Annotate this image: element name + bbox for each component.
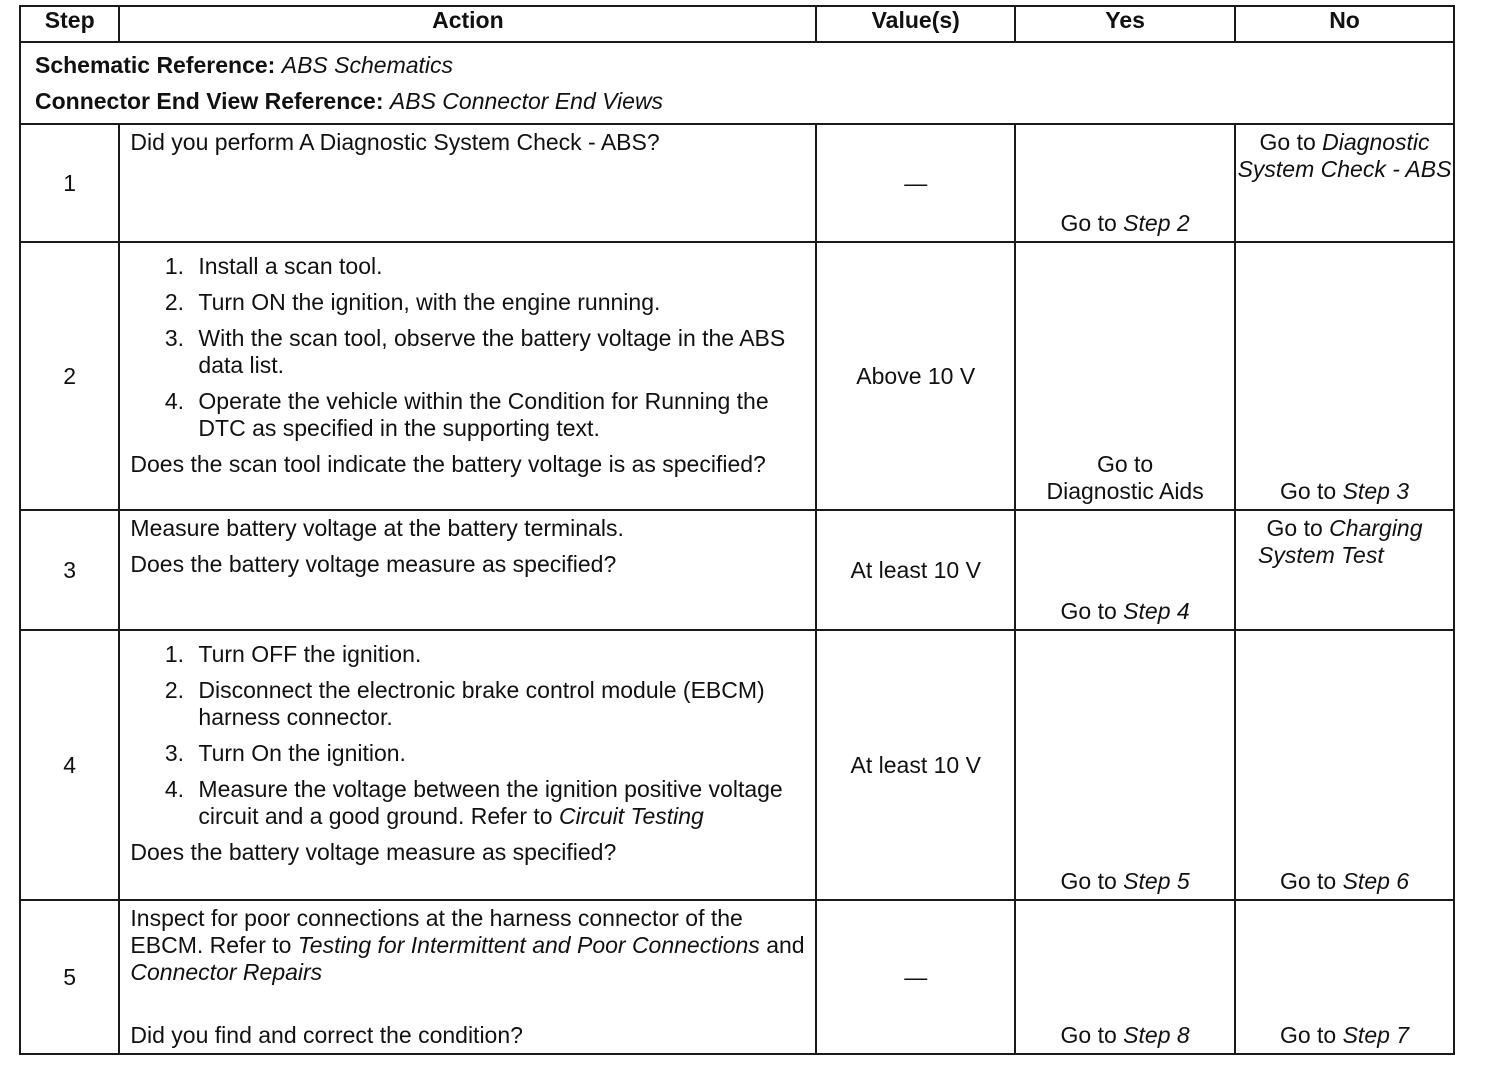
action-text-part: and	[766, 932, 805, 958]
yes-link[interactable]: Step 2	[1123, 210, 1190, 236]
connector-reference	[35, 83, 1453, 119]
action-list-item: 2. Turn ON the ignition, with the engine running.	[190, 289, 805, 316]
action-list-item: 1. Turn OFF the ignition.	[190, 641, 805, 668]
action-list-item	[190, 776, 805, 830]
action-list	[130, 253, 805, 442]
no-prefix: Go to	[1266, 515, 1323, 541]
yes-prefix: Go to	[1060, 598, 1117, 624]
yes-prefix: Go to	[1060, 210, 1117, 236]
table-row	[20, 900, 1454, 1054]
yes-link[interactable]: Step 5	[1123, 868, 1190, 894]
no-prefix: Go to	[1279, 868, 1337, 894]
yes-cell	[1015, 124, 1235, 242]
yes-prefix: Go to	[1060, 1022, 1117, 1048]
reference-row	[20, 42, 1454, 124]
table-row	[20, 510, 1454, 630]
value-cell: At least 10 V	[816, 630, 1015, 900]
step-number: 5	[20, 900, 119, 1054]
reference-cell	[20, 42, 1454, 124]
action-list-item: 3. With the scan tool, observe the battery voltage in the ABS data list.	[190, 325, 805, 379]
value-cell: —	[816, 900, 1015, 1054]
action-question: Did you perform A Diagnostic System Check - ABS?	[130, 129, 660, 155]
yes-link[interactable]: Step 4	[1123, 598, 1190, 624]
action-list-item: 4. Operate the vehicle within the Condition for Running the DTC as specified in the supporting text.	[190, 388, 805, 442]
action-question: Does the battery voltage measure as specified?	[130, 551, 617, 577]
yes-link[interactable]: Step 8	[1123, 1022, 1190, 1048]
no-link[interactable]: Step 3	[1342, 478, 1410, 504]
action-list-item: 3. Turn On the ignition.	[190, 740, 805, 767]
no-prefix: Go to	[1279, 478, 1337, 504]
action-list	[130, 641, 805, 830]
action-cell	[119, 900, 816, 1054]
yes-cell	[1015, 242, 1235, 510]
action-text	[130, 905, 805, 986]
action-cell	[119, 124, 816, 242]
no-cell	[1235, 242, 1454, 510]
value-cell: At least 10 V	[816, 510, 1015, 630]
no-link[interactable]: Diagnostic System Check - ABS	[1237, 129, 1452, 182]
no-link[interactable]: Charging	[1329, 515, 1423, 541]
value-cell: Above 10 V	[816, 242, 1015, 510]
schematic-reference-label: Schematic Reference:	[35, 52, 276, 78]
no-cell	[1235, 630, 1454, 900]
connector-reference-link[interactable]: ABS Connector End Views	[389, 88, 664, 114]
step-number: 2	[20, 242, 119, 510]
connector-reference-label: Connector End View Reference:	[35, 88, 384, 114]
no-cell	[1235, 124, 1454, 242]
action-text: Measure battery voltage at the battery terminals.	[130, 515, 624, 541]
yes-prefix: Go to	[1060, 868, 1117, 894]
header-action: Action	[119, 6, 816, 42]
step-number: 4	[20, 630, 119, 900]
table-row	[20, 124, 1454, 242]
header-values: Value(s)	[816, 6, 1015, 42]
action-cell	[119, 630, 816, 900]
action-text-part: Inspect for poor connections at the harness connector of the EBCM. Refer to	[130, 905, 743, 958]
no-prefix: Go to	[1259, 129, 1316, 155]
table-row	[20, 242, 1454, 510]
no-link[interactable]: Step 6	[1342, 868, 1410, 894]
header-yes: Yes	[1015, 6, 1235, 42]
table-row	[20, 630, 1454, 900]
step-number: 1	[20, 124, 119, 242]
schematic-reference	[35, 47, 1453, 83]
no-cell	[1235, 900, 1454, 1054]
action-list-item-text: Measure the voltage between the ignition positive voltage circuit and a good ground. Refer to	[198, 776, 783, 829]
yes-cell	[1015, 630, 1235, 900]
step-number: 3	[20, 510, 119, 630]
header-step: Step	[20, 6, 119, 42]
circuit-testing-link[interactable]: Circuit Testing	[558, 803, 704, 829]
action-list-item: 2. Disconnect the electronic brake control module (EBCM) harness connector.	[190, 677, 805, 731]
connector-repairs-link[interactable]: Connector Repairs	[130, 959, 323, 985]
no-link[interactable]: Step 7	[1342, 1022, 1410, 1048]
yes-link[interactable]: Diagnostic Aids	[1046, 478, 1204, 504]
action-cell	[119, 242, 816, 510]
yes-cell	[1015, 510, 1235, 630]
value-cell: —	[816, 124, 1015, 242]
no-cell	[1235, 510, 1454, 630]
action-question: Did you find and correct the condition?	[130, 1022, 523, 1048]
action-question: Does the battery voltage measure as specified?	[130, 839, 617, 865]
diagnostic-table	[19, 5, 1455, 1055]
action-question: Does the scan tool indicate the battery voltage is as specified?	[130, 451, 766, 477]
yes-prefix: Go to	[1096, 451, 1154, 477]
testing-intermittent-link[interactable]: Testing for Intermittent and Poor Connections	[297, 932, 760, 958]
action-list-item: 1. Install a scan tool.	[190, 253, 805, 280]
header-row	[20, 6, 1454, 42]
action-cell	[119, 510, 816, 630]
header-no: No	[1235, 6, 1454, 42]
schematic-reference-link[interactable]: ABS Schematics	[281, 52, 454, 78]
yes-cell	[1015, 900, 1235, 1054]
no-prefix: Go to	[1279, 1022, 1337, 1048]
no-link-continued[interactable]: System Test	[1258, 542, 1384, 568]
